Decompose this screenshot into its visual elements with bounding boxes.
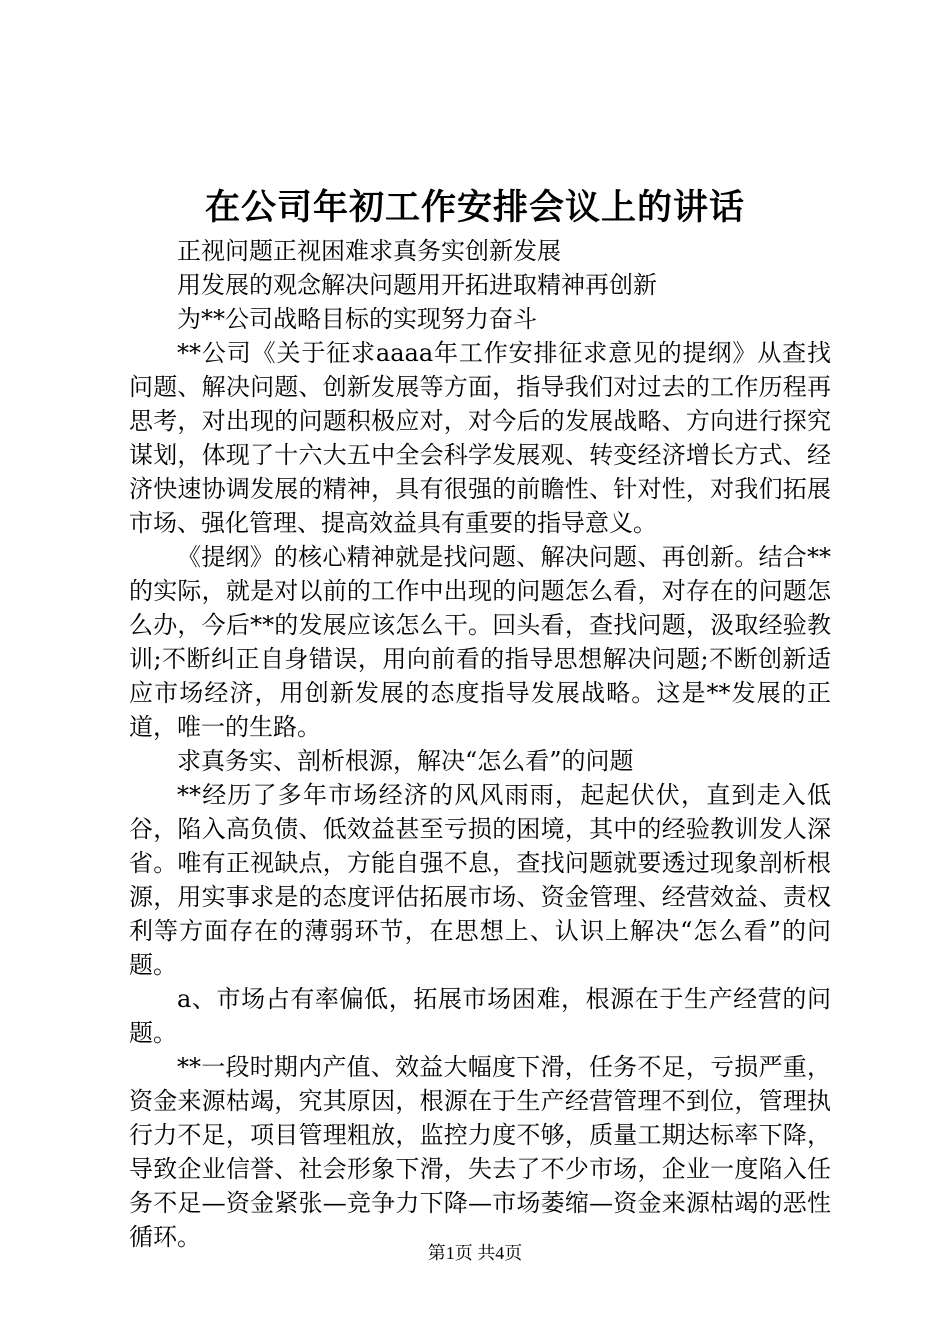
paragraph: **一段时期内产值、效益大幅度下滑，任务不足，亏损严重，资金来源枯竭，究其原因，根源在于生产经营管理不到位，管理执行力不足，项目管理粗放，监控力度不够，质量工期达标率下降，导致企业信誉、社会形象下滑，失去了不少市场，企业一度陷入任务不足—资金紧张—竞争力下降—市场萎缩—资金来源枯竭的恶性循环。 <box>129 1053 831 1251</box>
paragraph: **经历了多年市场经济的风风雨雨，起起伏伏，直到走入低谷，陷入高负债、低效益甚至亏损的困境，其中的经验教训发人深省。唯有正视缺点，方能自强不息，查找问题就要透过现象剖析根源，用实事求是的态度评估拓展市场、资金管理、经营效益、责权利等方面存在的薄弱环节，在思想上、认识上解决“怎么看”的问题。 <box>129 781 831 979</box>
paragraph: a、市场占有率偏低，拓展市场困难，根源在于生产经营的问题。 <box>129 985 831 1047</box>
page-title: 在公司年初工作安排会议上的讲话 <box>204 188 745 228</box>
paragraph: 为**公司战略目标的实现努力奋斗 <box>177 305 537 333</box>
section-heading: 求真务实、剖析根源，解决“怎么看”的问题 <box>177 747 634 775</box>
paragraph: 正视问题正视困难求真务实创新发展 <box>177 237 561 265</box>
document-body <box>129 234 831 1254</box>
paragraph: 《提纲》的核心精神就是找问题、解决问题、再创新。结合**的实际，就是对以前的工作中出现的问题怎么看，对存在的问题怎么办，今后**的发展应该怎么干。回头看，查找问题，汲取经验教训;不断纠正自身错误，用向前看的指导思想解决问题;不断创新适应市场经济，用创新发展的态度指导发展战略。这是**发展的正道，唯一的生路。 <box>129 543 831 741</box>
paragraph: **公司《关于征求aaaa年工作安排征求意见的提纲》从查找问题、解决问题、创新发展等方面，指导我们对过去的工作历程再思考，对出现的问题积极应对，对今后的发展战略、方向进行探究谋划，体现了十六大五中全会科学发展观、转变经济增长方式、经济快速协调发展的精神，具有很强的前瞻性、针对性，对我们拓展市场、强化管理、提高效益具有重要的指导意义。 <box>129 339 831 537</box>
paragraph: 用发展的观念解决问题用开拓进取精神再创新 <box>177 271 657 299</box>
page-footer: 第1页 共4页 <box>427 1243 523 1263</box>
